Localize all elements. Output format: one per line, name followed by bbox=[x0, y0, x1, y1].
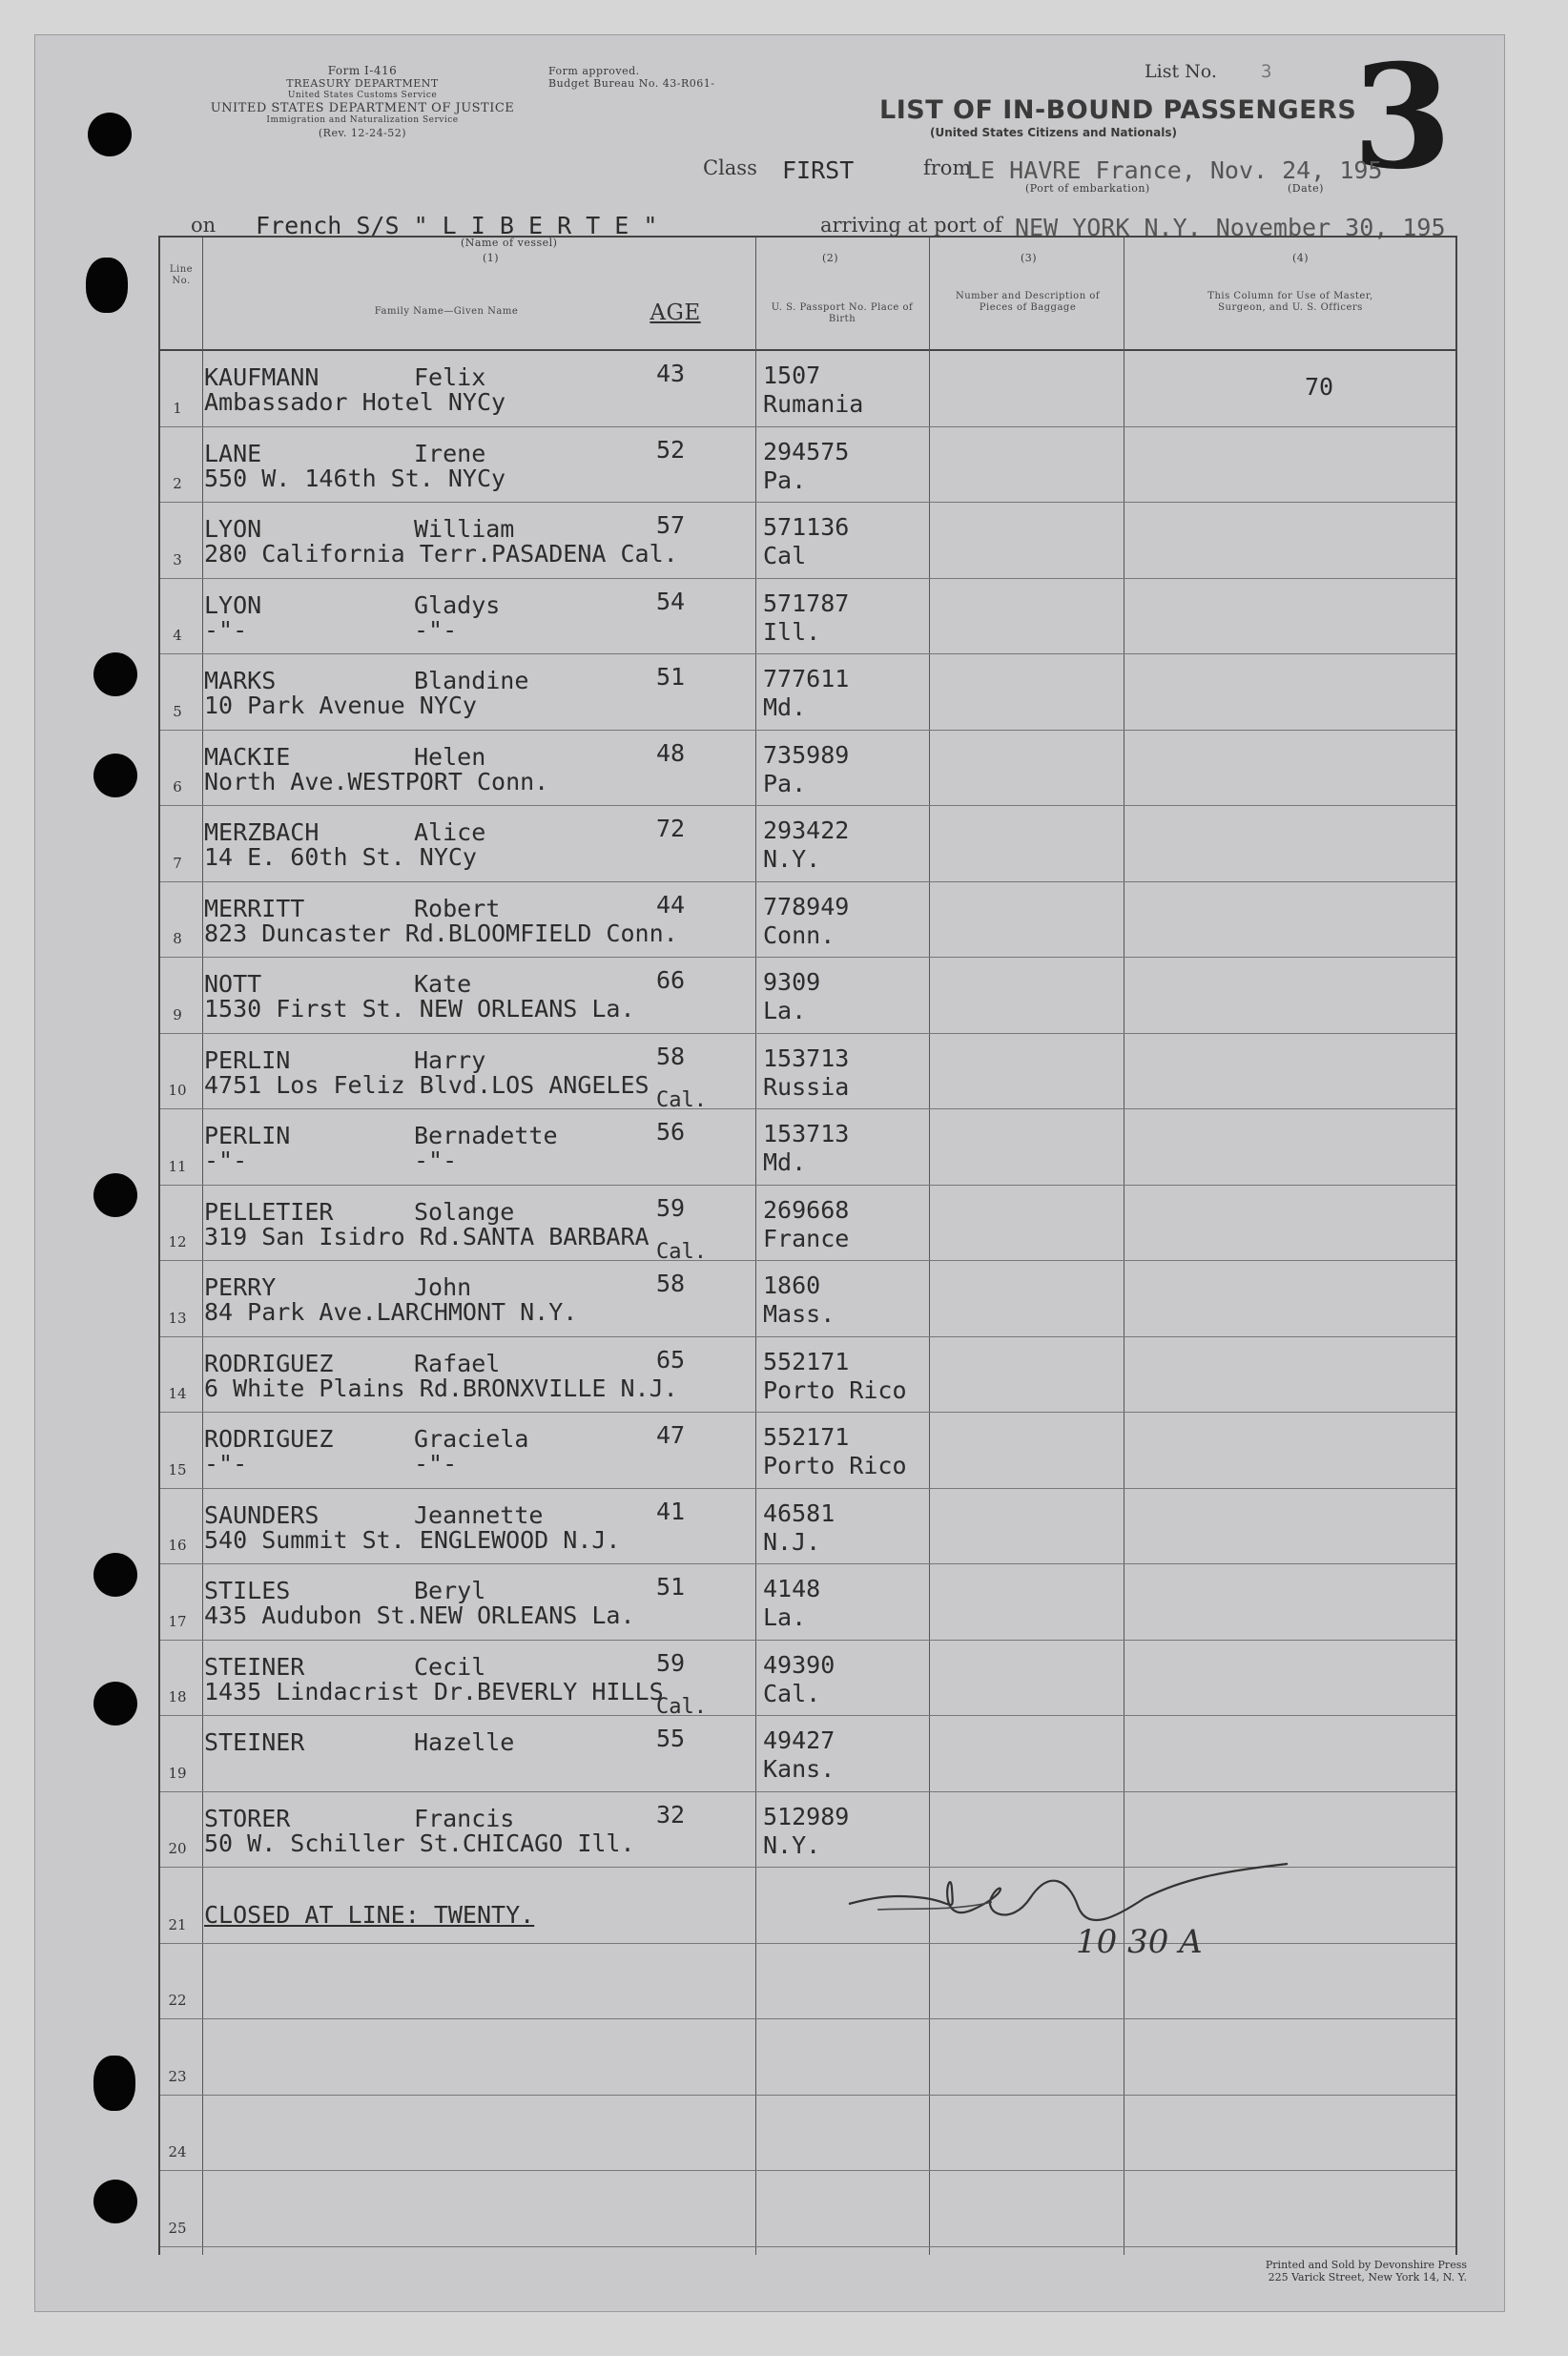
age-value: 59 bbox=[656, 1193, 686, 1222]
given-name: Bernadette bbox=[414, 1122, 558, 1149]
caption-4: (4) bbox=[1292, 252, 1310, 264]
passenger-table bbox=[158, 236, 1457, 2255]
passport-number: 777611 bbox=[763, 665, 850, 692]
passport-number: 4148 bbox=[763, 1575, 821, 1602]
address: 84 Park Ave.LARCHMONT N.Y. bbox=[204, 1298, 578, 1326]
place-of-birth: Porto Rico bbox=[763, 1452, 907, 1479]
age-value: 47 bbox=[656, 1421, 686, 1449]
vessel-name: French S/S " L I B E R T E " bbox=[256, 212, 658, 239]
rev-label: (Rev. 12-24-52) bbox=[318, 127, 407, 139]
line-number: 10 bbox=[168, 1082, 187, 1099]
place-of-birth: Cal bbox=[763, 542, 807, 569]
given-name: Harry bbox=[414, 1045, 486, 1074]
passport-number: 778949 bbox=[763, 892, 850, 920]
address: -"- bbox=[204, 1450, 248, 1478]
line-number: 19 bbox=[168, 1764, 187, 1782]
address: 6 White Plains Rd.BRONXVILLE N.J. bbox=[204, 1374, 678, 1402]
table-row bbox=[160, 1640, 1455, 1719]
address: -"- bbox=[204, 1147, 248, 1174]
age-value: 56 bbox=[656, 1118, 686, 1146]
line-number: 6 bbox=[173, 778, 182, 796]
line-number: 24 bbox=[168, 2143, 187, 2160]
family-name: PERRY bbox=[204, 1273, 277, 1301]
line-number: 13 bbox=[168, 1309, 187, 1327]
line-number: 21 bbox=[168, 1915, 187, 1933]
page-subtitle: (United States Citizens and Nationals) bbox=[930, 126, 1177, 139]
passport-number: 512989 bbox=[763, 1802, 850, 1830]
table-row bbox=[160, 578, 1455, 654]
date-caption: (Date) bbox=[1288, 182, 1324, 195]
table-row bbox=[160, 1260, 1455, 1336]
age-value: 51 bbox=[656, 1573, 686, 1601]
punch-hole bbox=[88, 113, 132, 156]
line-number: 3 bbox=[173, 550, 182, 568]
place-of-birth: Cal. bbox=[763, 1679, 821, 1707]
line-number: 16 bbox=[168, 1537, 187, 1554]
age-value: 66 bbox=[656, 966, 686, 994]
table-row bbox=[160, 881, 1455, 958]
given-name: William bbox=[414, 515, 515, 543]
table-row bbox=[160, 1185, 1455, 1264]
family-name: LYON bbox=[204, 515, 262, 543]
treasury-label: TREASURY DEPARTMENT bbox=[286, 77, 439, 90]
passport-number: 49390 bbox=[763, 1650, 836, 1679]
family-name: MERZBACH bbox=[204, 818, 320, 846]
address: Ambassador Hotel NYCy bbox=[204, 388, 506, 416]
address: 14 E. 60th St. NYCy bbox=[204, 843, 477, 871]
place-of-birth: Porto Rico bbox=[763, 1375, 907, 1404]
family-name: RODRIGUEZ bbox=[204, 1425, 334, 1453]
age-value: 48 bbox=[656, 738, 686, 767]
passport-number: 294575 bbox=[763, 437, 850, 465]
passport-number: 1860 bbox=[763, 1271, 821, 1299]
table-row bbox=[160, 1715, 1455, 1791]
closing-note: CLOSED AT LINE: TWENTY. bbox=[204, 1901, 535, 1929]
family-name: PERLIN bbox=[204, 1045, 291, 1074]
given-name: Alice bbox=[414, 818, 486, 846]
caption-2: (2) bbox=[822, 252, 839, 264]
vessel-caption: (Name of vessel) bbox=[461, 237, 558, 249]
col-header-age: AGE bbox=[650, 300, 701, 325]
row-divider bbox=[160, 2246, 1455, 2247]
officer-note: 70 bbox=[1305, 373, 1334, 401]
age-value: 58 bbox=[656, 1042, 686, 1070]
customs-label: United States Customs Service bbox=[287, 91, 438, 100]
punch-hole bbox=[93, 2056, 135, 2111]
printer-line-2: 225 Varick Street, New York 14, N. Y. bbox=[1268, 2271, 1467, 2284]
address: 4751 Los Feliz Blvd.LOS ANGELES bbox=[204, 1070, 650, 1099]
table-row bbox=[160, 2170, 1455, 2246]
family-name: PELLETIER bbox=[204, 1197, 334, 1226]
line-number: 5 bbox=[173, 702, 182, 720]
place-of-birth: Pa. bbox=[763, 465, 807, 494]
age-value: 57 bbox=[656, 511, 686, 539]
given-name: Robert bbox=[414, 894, 501, 922]
punch-hole bbox=[93, 652, 137, 696]
table-row bbox=[160, 1336, 1455, 1413]
given-name: Irene bbox=[414, 439, 486, 467]
age-value: 44 bbox=[656, 890, 686, 919]
family-name: MERRITT bbox=[204, 894, 305, 922]
age-value: 32 bbox=[656, 1800, 686, 1829]
age-value: 41 bbox=[656, 1497, 686, 1525]
place-of-birth: N.Y. bbox=[763, 1830, 821, 1859]
age-value: 59 bbox=[656, 1648, 686, 1677]
address: 540 Summit St. ENGLEWOOD N.J. bbox=[204, 1525, 621, 1554]
given-name: Kate bbox=[414, 970, 472, 998]
punch-hole bbox=[93, 1553, 137, 1597]
list-number-value: 3 bbox=[1260, 61, 1272, 82]
ditto-mark: -"- bbox=[414, 1450, 458, 1478]
table-row bbox=[160, 1108, 1455, 1185]
line-number: 20 bbox=[168, 1840, 187, 1857]
age-value: 43 bbox=[656, 360, 686, 387]
line-number: 7 bbox=[173, 854, 182, 872]
passport-number: 571136 bbox=[763, 513, 850, 541]
passport-number: 153713 bbox=[763, 1044, 850, 1072]
table-row bbox=[160, 1412, 1455, 1488]
age-value: 65 bbox=[656, 1345, 686, 1374]
punch-hole bbox=[93, 1173, 137, 1217]
address: 280 California Terr.PASADENA Cal. bbox=[204, 540, 678, 568]
col-header-officers: This Column for Use of Master, Surgeon, and U. S. Officers bbox=[1207, 291, 1373, 313]
family-name: LANE bbox=[204, 439, 262, 467]
passport-number: 552171 bbox=[763, 1423, 850, 1451]
address: 10 Park Avenue NYCy bbox=[204, 692, 477, 719]
given-name: John bbox=[414, 1273, 472, 1301]
place-of-birth: France bbox=[763, 1224, 850, 1252]
family-name: KAUFMANN bbox=[204, 363, 320, 391]
arriving-label: arriving at port of bbox=[820, 214, 1002, 237]
punch-hole bbox=[93, 1682, 137, 1726]
place-of-birth: Ill. bbox=[763, 617, 821, 646]
age-value: 51 bbox=[656, 663, 686, 691]
given-name: Felix bbox=[414, 363, 486, 391]
table-row bbox=[160, 350, 1455, 426]
place-of-birth: Mass. bbox=[763, 1300, 836, 1328]
address: 50 W. Schiller St.CHICAGO Ill. bbox=[204, 1829, 635, 1857]
address-continued: Cal. bbox=[656, 1694, 707, 1719]
family-name: RODRIGUEZ bbox=[204, 1349, 334, 1377]
punch-hole bbox=[93, 2180, 137, 2223]
passport-number: 46581 bbox=[763, 1498, 836, 1527]
officer-signature bbox=[839, 1860, 1297, 1946]
line-number: 18 bbox=[168, 1688, 187, 1705]
table-row bbox=[160, 426, 1455, 503]
address: 823 Duncaster Rd.BLOOMFIELD Conn. bbox=[204, 919, 678, 947]
page-number-large: 3 bbox=[1352, 33, 1453, 201]
form-approved: Form approved. bbox=[548, 65, 640, 77]
table-row bbox=[160, 502, 1455, 578]
passport-number: 293422 bbox=[763, 816, 850, 844]
printer-line-1: Printed and Sold by Devonshire Press bbox=[1265, 2259, 1467, 2271]
table-row bbox=[160, 957, 1455, 1033]
port-embarkation-caption: (Port of embarkation) bbox=[1025, 182, 1150, 195]
address: 1435 Lindacrist Dr.BEVERLY HILLS bbox=[204, 1677, 664, 1705]
passport-number: 9309 bbox=[763, 968, 821, 996]
place-of-birth: N.Y. bbox=[763, 845, 821, 873]
from-value: LE HAVRE France, Nov. 24, 195 bbox=[966, 156, 1383, 184]
line-number: 12 bbox=[168, 1233, 187, 1250]
passport-number: 49427 bbox=[763, 1726, 836, 1754]
given-name: Graciela bbox=[414, 1425, 529, 1453]
signature-time-note: 10 30 A bbox=[1076, 1923, 1203, 1961]
place-of-birth: La. bbox=[763, 997, 807, 1024]
address-continued: Cal. bbox=[656, 1239, 707, 1264]
age-value: 55 bbox=[656, 1725, 686, 1752]
form-header-block bbox=[181, 65, 544, 139]
justice-label: UNITED STATES DEPARTMENT OF JUSTICE bbox=[210, 101, 515, 115]
place-of-birth: Russia bbox=[763, 1072, 850, 1101]
address: -"- bbox=[204, 615, 248, 644]
passport-number: 269668 bbox=[763, 1195, 850, 1224]
table-row bbox=[160, 653, 1455, 730]
place-of-birth: Conn. bbox=[763, 920, 836, 949]
place-of-birth: Kans. bbox=[763, 1755, 836, 1783]
family-name: PERLIN bbox=[204, 1122, 291, 1149]
age-value: 52 bbox=[656, 435, 686, 464]
class-label: Class bbox=[703, 156, 757, 179]
age-value: 54 bbox=[656, 587, 686, 615]
passport-number: 153713 bbox=[763, 1120, 850, 1147]
line-number: 2 bbox=[173, 475, 182, 492]
given-name: Rafael bbox=[414, 1349, 501, 1377]
family-name: LYON bbox=[204, 590, 262, 619]
form-number: Form I-416 bbox=[327, 64, 398, 77]
given-name: Helen bbox=[414, 742, 486, 771]
family-name: NOTT bbox=[204, 970, 262, 998]
line-number: 14 bbox=[168, 1385, 187, 1402]
line-number: 4 bbox=[173, 627, 182, 644]
given-name: Cecil bbox=[414, 1652, 486, 1681]
budget-bureau: Budget Bureau No. 43-R061- bbox=[548, 77, 715, 90]
col-header-baggage: Number and Description of Pieces of Baggage bbox=[955, 291, 1101, 313]
list-number bbox=[1145, 61, 1271, 82]
table-row bbox=[160, 1563, 1455, 1640]
table-row bbox=[160, 2018, 1455, 2095]
page-title: LIST OF IN-BOUND PASSENGERS bbox=[879, 95, 1357, 125]
passport-number: 735989 bbox=[763, 740, 850, 769]
caption-1: (1) bbox=[483, 252, 500, 264]
table-row bbox=[160, 1033, 1455, 1112]
place-of-birth: Md. bbox=[763, 693, 807, 721]
address: 1530 First St. NEW ORLEANS La. bbox=[204, 995, 635, 1023]
table-row bbox=[160, 730, 1455, 806]
line-number: 11 bbox=[168, 1157, 187, 1175]
family-name: STORER bbox=[204, 1804, 291, 1832]
given-name: Jeannette bbox=[414, 1500, 544, 1529]
given-name: Blandine bbox=[414, 667, 529, 694]
col-header-passport: U. S. Passport No. Place of Birth bbox=[771, 302, 914, 324]
line-number: 25 bbox=[168, 2219, 187, 2237]
family-name: SAUNDERS bbox=[204, 1500, 320, 1529]
line-number: 17 bbox=[168, 1612, 187, 1630]
place-of-birth: Rumania bbox=[763, 390, 864, 418]
line-number: 22 bbox=[168, 1992, 187, 2009]
arriving-port: NEW YORK N.Y. November 30, 195 bbox=[1015, 214, 1446, 241]
address: 435 Audubon St.NEW ORLEANS La. bbox=[204, 1602, 635, 1629]
class-value: FIRST bbox=[782, 156, 855, 184]
family-name: MARKS bbox=[204, 667, 277, 694]
given-name: Hazelle bbox=[414, 1728, 515, 1756]
col-header-name: Family Name—Given Name bbox=[374, 306, 519, 317]
table-row bbox=[160, 2095, 1455, 2171]
given-name: Francis bbox=[414, 1804, 515, 1832]
age-value: 72 bbox=[656, 815, 686, 842]
list-number-label: List No. bbox=[1145, 61, 1217, 82]
ditto-mark: -"- bbox=[414, 1147, 458, 1174]
on-label: on bbox=[191, 214, 217, 237]
family-name: MACKIE bbox=[204, 742, 291, 771]
table-row bbox=[160, 1791, 1455, 1868]
punch-hole bbox=[86, 258, 128, 313]
ditto-mark: -"- bbox=[414, 615, 458, 644]
place-of-birth: Pa. bbox=[763, 769, 807, 797]
address: 319 San Isidro Rd.SANTA BARBARA bbox=[204, 1222, 650, 1250]
line-number: 23 bbox=[168, 2067, 187, 2085]
given-name: Gladys bbox=[414, 590, 501, 619]
from-label: from bbox=[923, 156, 972, 179]
address: North Ave.WESTPORT Conn. bbox=[204, 767, 549, 796]
age-value: 58 bbox=[656, 1270, 686, 1297]
place-of-birth: Md. bbox=[763, 1148, 807, 1176]
table-row bbox=[160, 1943, 1455, 2019]
printer-imprint bbox=[1097, 2259, 1467, 2284]
table-row bbox=[160, 805, 1455, 881]
line-number: 15 bbox=[168, 1460, 187, 1478]
family-name: STEINER bbox=[204, 1728, 305, 1756]
line-number: 8 bbox=[173, 930, 182, 947]
address-continued: Cal. bbox=[656, 1087, 707, 1112]
address: 550 W. 146th St. NYCy bbox=[204, 464, 506, 492]
family-name: STILES bbox=[204, 1577, 291, 1604]
approval-block bbox=[548, 65, 715, 90]
given-name: Solange bbox=[414, 1197, 515, 1226]
given-name: Beryl bbox=[414, 1577, 486, 1604]
table-row bbox=[160, 1488, 1455, 1564]
passport-number: 1507 bbox=[763, 362, 821, 389]
line-number: 1 bbox=[173, 399, 182, 417]
ins-label: Immigration and Naturalization Service bbox=[266, 115, 459, 125]
place-of-birth: N.J. bbox=[763, 1527, 821, 1556]
punch-hole bbox=[93, 754, 137, 797]
col-header-line-no: Line No. bbox=[169, 264, 194, 286]
passport-number: 571787 bbox=[763, 589, 850, 617]
family-name: STEINER bbox=[204, 1652, 305, 1681]
place-of-birth: La. bbox=[763, 1603, 807, 1631]
passport-number: 552171 bbox=[763, 1347, 850, 1375]
line-number: 9 bbox=[173, 1005, 182, 1023]
caption-3: (3) bbox=[1021, 252, 1038, 264]
